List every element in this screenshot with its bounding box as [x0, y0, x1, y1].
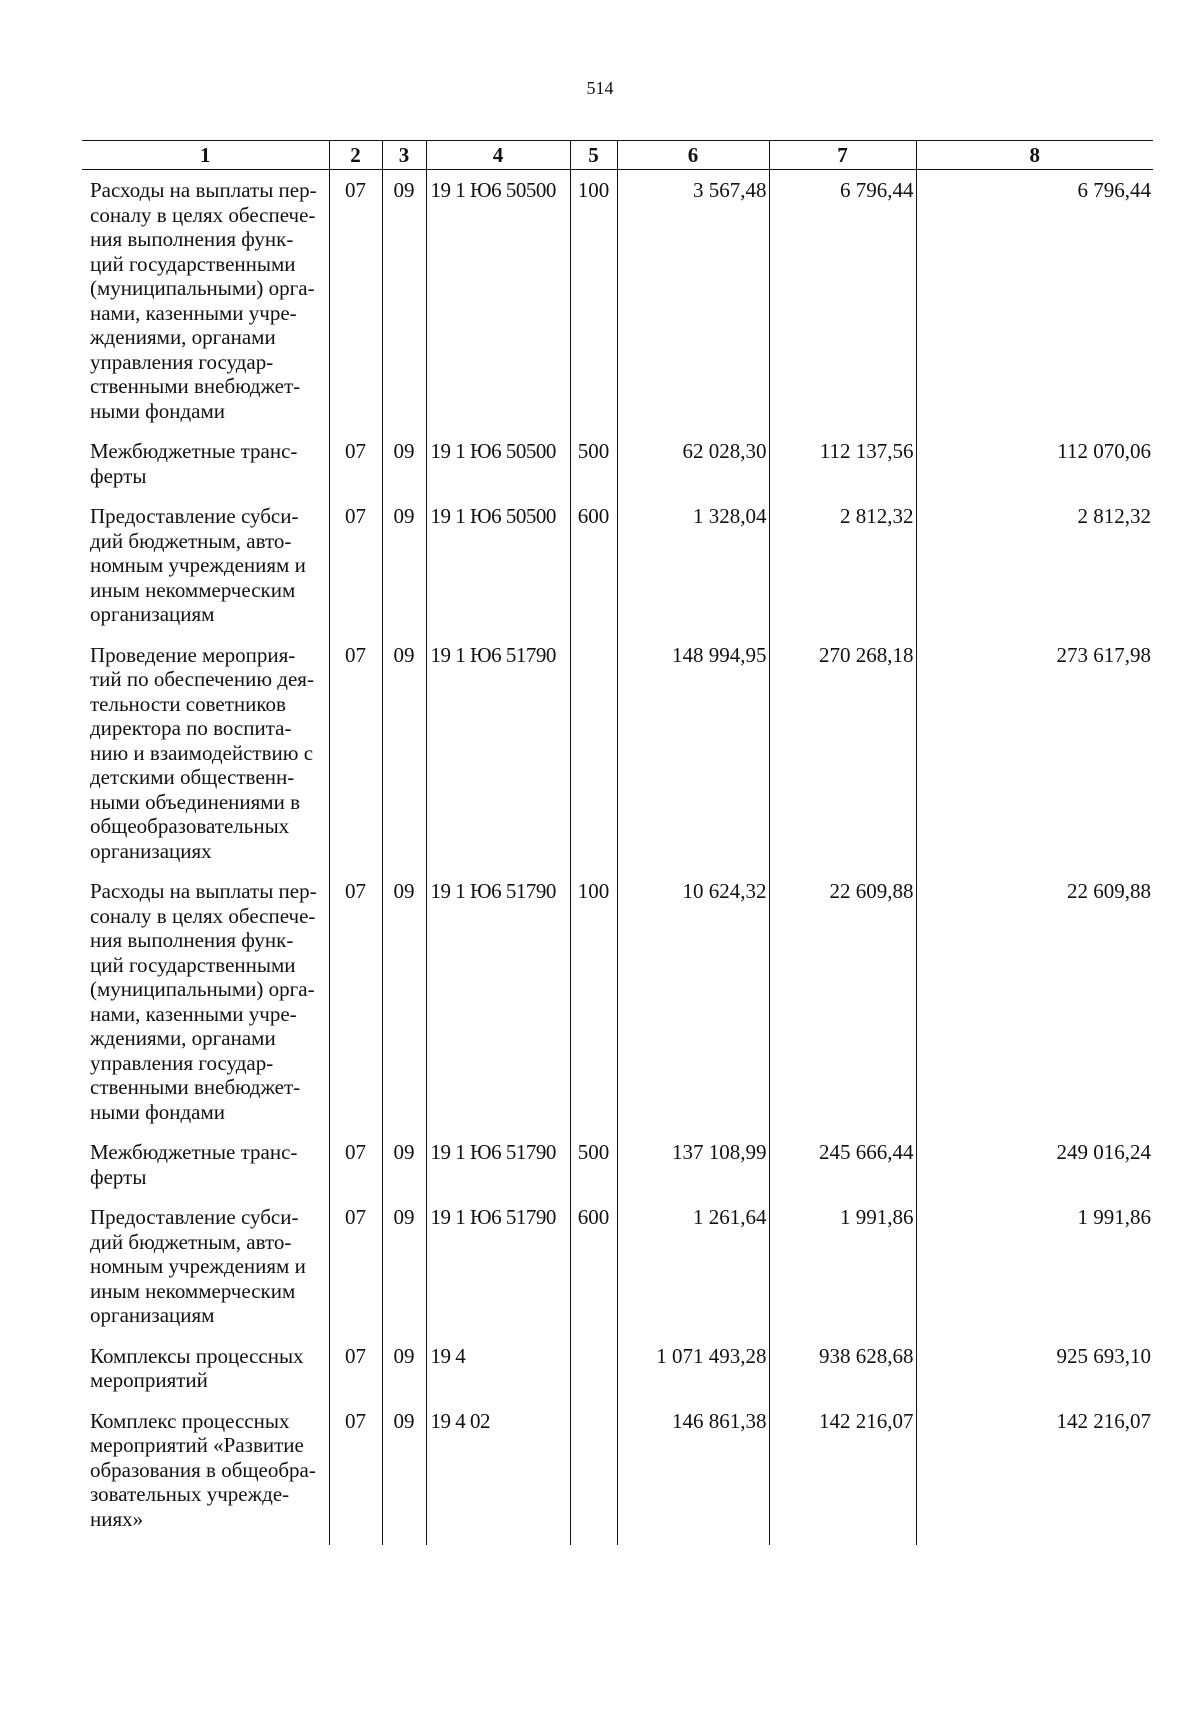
item-name: Предоставление субси- дий бюджетным, авто- номным учреждениям и иным некоммерческим организациям [90, 504, 306, 626]
table-row [82, 871, 1153, 1132]
header-col-2: 2 [329, 141, 382, 170]
table-row [82, 1132, 1153, 1197]
page-number: 514 [586, 78, 614, 98]
target-article-code: 19 1 Ю6 51790 [426, 1197, 570, 1336]
amount-col-7: 6 796,44 [769, 170, 916, 432]
subsection-code: 09 [382, 170, 426, 432]
section-code: 07 [329, 1132, 382, 1197]
table-row [82, 1336, 1153, 1401]
amount-col-6: 10 624,32 [617, 871, 769, 1132]
table-row [82, 170, 1153, 432]
amount-col-7: 112 137,56 [769, 431, 916, 496]
target-article-code: 19 1 Ю6 50500 [426, 496, 570, 635]
amount-col-6: 148 994,95 [617, 635, 769, 872]
item-name: Комплексы процессных мероприятий [90, 1343, 304, 1392]
header-col-6: 6 [617, 141, 769, 170]
table-row [82, 496, 1153, 635]
amount-col-7: 270 268,18 [769, 635, 916, 872]
table-row [82, 1401, 1153, 1546]
target-article-code: 19 1 Ю6 51790 [426, 635, 570, 872]
expense-type-code: 600 [570, 1197, 617, 1336]
subsection-code: 09 [382, 1197, 426, 1336]
amount-col-6: 146 861,38 [617, 1401, 769, 1546]
table-body [82, 170, 1153, 1546]
subsection-code: 09 [382, 635, 426, 872]
target-article-code: 19 1 Ю6 51790 [426, 1132, 570, 1197]
header-row [82, 141, 1153, 170]
subsection-code: 09 [382, 1132, 426, 1197]
section-code: 07 [329, 496, 382, 635]
target-article-code: 19 1 Ю6 50500 [426, 170, 570, 432]
target-article-code: 19 4 02 [426, 1401, 570, 1546]
table-row [82, 431, 1153, 496]
amount-col-7: 1 991,86 [769, 1197, 916, 1336]
amount-col-6: 3 567,48 [617, 170, 769, 432]
expense-type-code: 600 [570, 496, 617, 635]
budget-table [82, 140, 1153, 1545]
subsection-code: 09 [382, 496, 426, 635]
amount-col-6: 1 328,04 [617, 496, 769, 635]
item-name: Проведение мероприя- тий по обеспечению дея- тельности советников директора по воспита- нию и взаимодействию с детскими общественн- ными объединениями в общеобразовательных организациях [90, 642, 314, 863]
amount-col-8: 6 796,44 [916, 170, 1153, 432]
amount-col-6: 1 071 493,28 [617, 1336, 769, 1401]
amount-col-6: 1 261,64 [617, 1197, 769, 1336]
item-name: Предоставление субси- дий бюджетным, авто- номным учреждениям и иным некоммерческим организациям [90, 1205, 306, 1327]
amount-col-8: 249 016,24 [916, 1132, 1153, 1197]
amount-col-7: 938 628,68 [769, 1336, 916, 1401]
amount-col-7: 2 812,32 [769, 496, 916, 635]
item-name: Расходы на выплаты пер- соналу в целях обеспече- ния выполнения функ- ций государственными (муниципальными) орга- нами, казенными учре- ждениями, органами управления государ- ственными внебюджет- ными фондами [90, 178, 317, 423]
amount-col-8: 273 617,98 [916, 635, 1153, 872]
section-code: 07 [329, 1401, 382, 1546]
expense-type-code [570, 635, 617, 872]
expense-type-code [570, 1401, 617, 1546]
item-name: Межбюджетные транс- ферты [90, 1140, 298, 1189]
item-name: Комплекс процессных мероприятий «Развитие образования в общеобра- зовательных учрежде- ниях» [90, 1408, 316, 1531]
subsection-code: 09 [382, 1336, 426, 1401]
section-code: 07 [329, 635, 382, 872]
amount-col-6: 62 028,30 [617, 431, 769, 496]
amount-col-8: 1 991,86 [916, 1197, 1153, 1336]
section-code: 07 [329, 170, 382, 432]
header-col-5: 5 [570, 141, 617, 170]
item-name: Расходы на выплаты пер- соналу в целях обеспече- ния выполнения функ- ций государственными (муниципальными) орга- нами, казенными учре- ждениями, органами управления государ- ственными внебюджет- ными фондами [90, 879, 317, 1124]
target-article-code: 19 1 Ю6 51790 [426, 871, 570, 1132]
expense-type-code: 500 [570, 431, 617, 496]
item-name: Межбюджетные транс- ферты [90, 439, 298, 488]
amount-col-8: 112 070,06 [916, 431, 1153, 496]
subsection-code: 09 [382, 871, 426, 1132]
header-col-1: 1 [82, 141, 329, 170]
amount-col-8: 2 812,32 [916, 496, 1153, 635]
header-col-4: 4 [426, 141, 570, 170]
expense-type-code: 100 [570, 871, 617, 1132]
section-code: 07 [329, 1197, 382, 1336]
table-row [82, 635, 1153, 872]
amount-col-8: 142 216,07 [916, 1401, 1153, 1546]
header-col-8: 8 [916, 141, 1153, 170]
amount-col-7: 245 666,44 [769, 1132, 916, 1197]
expense-type-code: 100 [570, 170, 617, 432]
section-code: 07 [329, 431, 382, 496]
amount-col-7: 22 609,88 [769, 871, 916, 1132]
target-article-code: 19 1 Ю6 50500 [426, 431, 570, 496]
amount-col-7: 142 216,07 [769, 1401, 916, 1546]
expense-type-code [570, 1336, 617, 1401]
amount-col-8: 22 609,88 [916, 871, 1153, 1132]
target-article-code: 19 4 [426, 1336, 570, 1401]
amount-col-6: 137 108,99 [617, 1132, 769, 1197]
section-code: 07 [329, 871, 382, 1132]
subsection-code: 09 [382, 431, 426, 496]
header-col-7: 7 [769, 141, 916, 170]
table-row [82, 1197, 1153, 1336]
header-col-3: 3 [382, 141, 426, 170]
section-code: 07 [329, 1336, 382, 1401]
expense-type-code: 500 [570, 1132, 617, 1197]
amount-col-8: 925 693,10 [916, 1336, 1153, 1401]
subsection-code: 09 [382, 1401, 426, 1546]
